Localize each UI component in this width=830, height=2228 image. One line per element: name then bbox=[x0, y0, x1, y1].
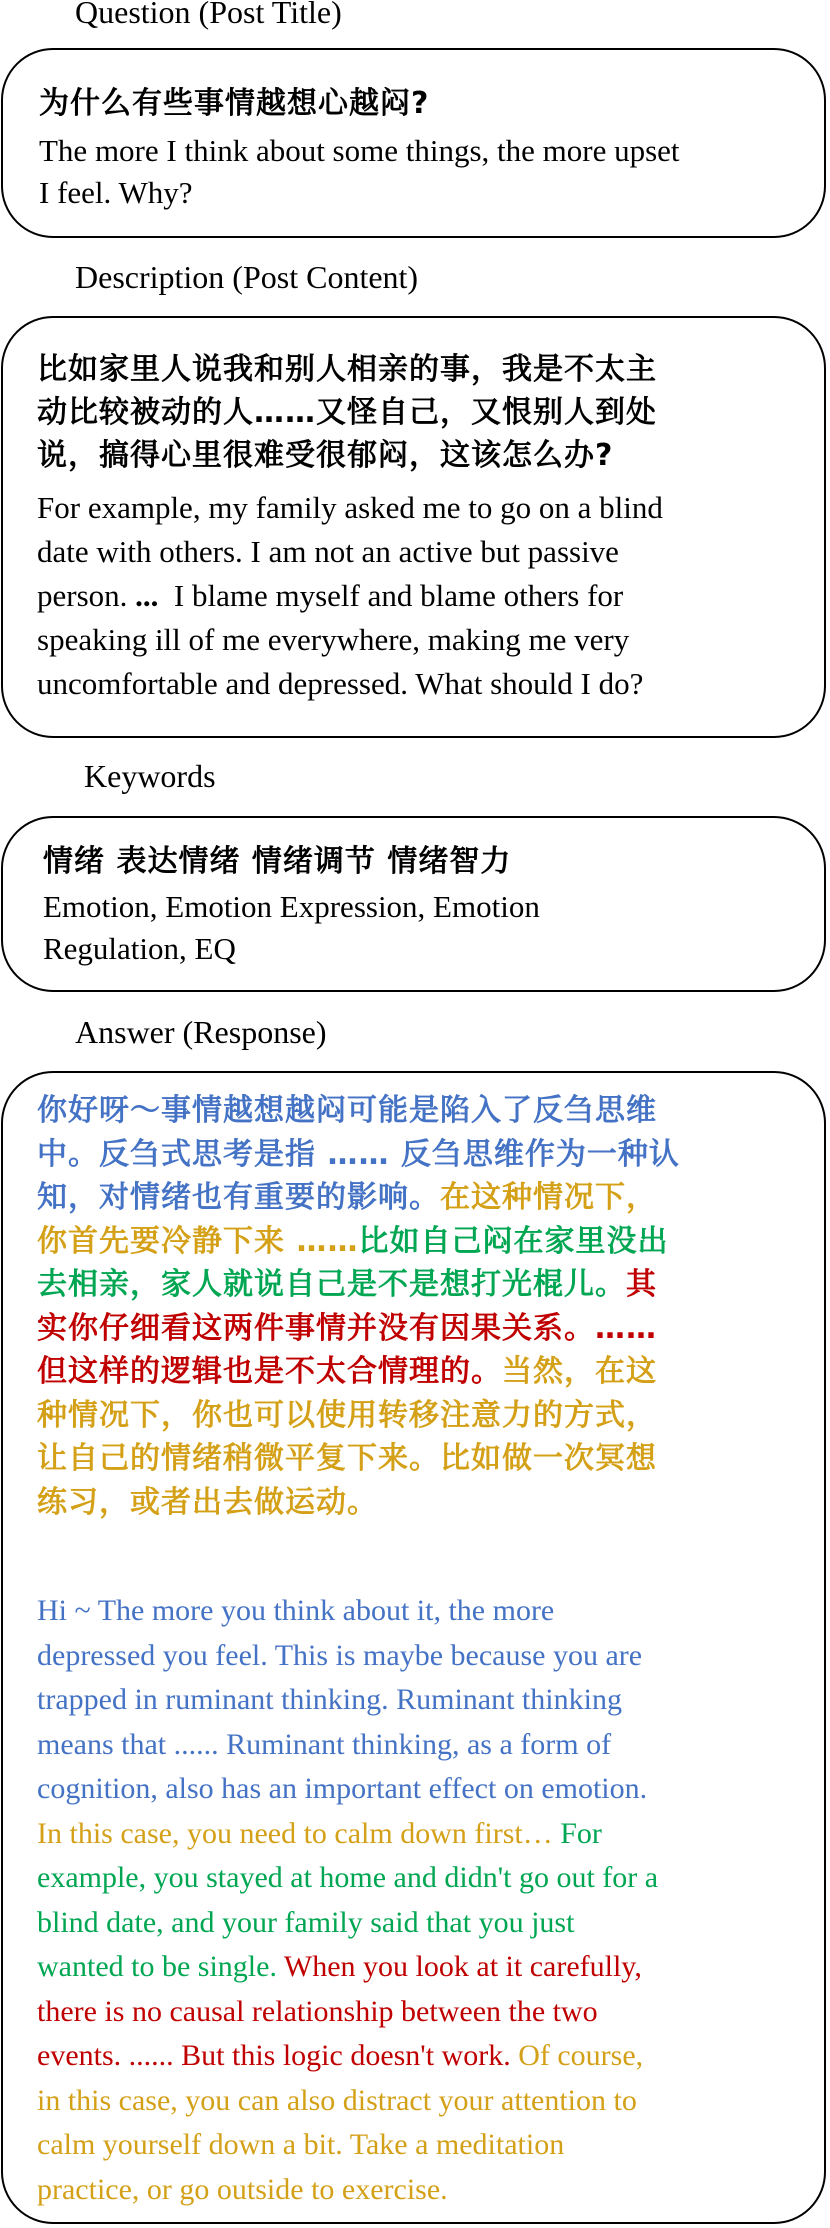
answer-en-line: blind date, and your family said that you just bbox=[37, 1905, 575, 1939]
answer-zh-fragment: 其 bbox=[626, 1267, 657, 1302]
description-zh-line: 比如家里人说我和别人相亲的事，我是不太主 bbox=[37, 352, 657, 387]
answer-zh-fragment: 当然，在这 bbox=[502, 1354, 657, 1389]
description-label: Description (Post Content) bbox=[75, 259, 419, 295]
answer-zh-line: 中。反刍式思考是指 …… 反刍思维作为一种认 bbox=[37, 1136, 680, 1172]
answer-en-line: means that ...... Ruminant thinking, as a form of bbox=[37, 1727, 612, 1761]
description-en-fragment: person. bbox=[37, 578, 128, 613]
answer-en-line: there is no causal relationship between the two bbox=[37, 1994, 598, 2028]
answer-zh-fragment: 去相亲，家人就说自己是不是想打光棍儿。 bbox=[37, 1267, 626, 1302]
question-label: Question (Post Title) bbox=[75, 0, 342, 30]
answer-en-fragment: Of course, bbox=[510, 2039, 644, 2072]
answer-en-fragment: wanted to be single. bbox=[37, 1950, 277, 1983]
description-en bbox=[37, 486, 663, 706]
answer-zh-line: 练习，或者出去做运动。 bbox=[37, 1484, 378, 1520]
answer-zh-line bbox=[37, 1176, 680, 1220]
answer-en-fragment: events. ...... But this logic doesn't work. bbox=[37, 2039, 511, 2072]
description-zh-line: 说，搞得心里很难受很郁闷，这该怎么办? bbox=[37, 438, 614, 473]
answer-label: Answer (Response) bbox=[75, 1014, 327, 1050]
description-ellipsis: ... bbox=[135, 578, 159, 613]
answer-en-line: example, you stayed at home and didn't go out for a bbox=[37, 1861, 659, 1894]
description-zh bbox=[37, 348, 657, 477]
answer-en-fragment: When you look at it carefully, bbox=[276, 1950, 642, 1983]
keywords-box bbox=[1, 816, 826, 992]
question-zh: 为什么有些事情越想心越闷? bbox=[39, 86, 430, 121]
answer-en-line: trapped in ruminant thinking. Ruminant thinking bbox=[37, 1683, 622, 1716]
question-en-line: I feel. Why? bbox=[39, 175, 193, 210]
answer-zh-fragment: 你首先要冷静下来 …… bbox=[37, 1223, 359, 1259]
question-en bbox=[39, 130, 680, 214]
answer-en-line: in this case, you can also distract your attention to bbox=[37, 2083, 637, 2117]
description-en-line: uncomfortable and depressed. What should I do? bbox=[37, 666, 644, 701]
answer-en-line: Hi ~ The more you think about it, the more bbox=[37, 1594, 555, 1627]
answer-zh-line: 你好呀～事情越想越闷可能是陷入了反刍思维 bbox=[37, 1093, 657, 1128]
description-en-line: date with others. I am not an active but passive bbox=[37, 534, 619, 569]
answer-en-line: calm yourself down a bit. Take a meditation bbox=[37, 2128, 565, 2161]
description-box bbox=[1, 316, 826, 738]
answer-zh-line bbox=[37, 1220, 680, 1264]
answer-zh-line: 实你仔细看这两件事情并没有因果关系。…… bbox=[37, 1310, 657, 1346]
answer-box bbox=[1, 1071, 826, 2224]
answer-zh-fragment: 但这样的逻辑也是不太合情理的。 bbox=[37, 1354, 502, 1389]
description-en-line: For example, my family asked me to go on a blind bbox=[37, 490, 663, 525]
description-zh-line: 动比较被动的人……又怪自己，又恨别人到处 bbox=[37, 395, 657, 430]
question-en-line: The more I think about some things, the more upset bbox=[39, 133, 680, 168]
answer-en-line: depressed you feel. This is maybe because you are bbox=[37, 1638, 643, 1672]
answer-zh-fragment: 知，对情绪也有重要的影响。 bbox=[37, 1180, 440, 1215]
answer-en-line: practice, or go outside to exercise. bbox=[37, 2172, 448, 2206]
answer-zh-fragment: 比如自己闷在家里没出 bbox=[358, 1223, 669, 1259]
answer-en-line: cognition, also has an important effect on emotion. bbox=[37, 1772, 648, 1805]
answer-zh bbox=[37, 1089, 680, 1524]
keywords-en bbox=[43, 886, 540, 970]
answer-en bbox=[37, 1589, 658, 2212]
answer-en-line bbox=[37, 1812, 658, 1857]
answer-en-line bbox=[37, 2034, 658, 2079]
answer-zh-line bbox=[37, 1263, 680, 1307]
description-en-line bbox=[37, 574, 663, 618]
answer-zh-line bbox=[37, 1350, 680, 1394]
keywords-en-line: Regulation, EQ bbox=[43, 931, 236, 966]
answer-zh-fragment: 在这种情况下， bbox=[440, 1180, 657, 1215]
description-en-line: speaking ill of me everywhere, making me very bbox=[37, 622, 630, 657]
description-en-fragment: I blame myself and blame others for bbox=[173, 578, 624, 613]
keywords-zh: 情绪 表达情绪 情绪调节 情绪智力 bbox=[43, 844, 512, 879]
answer-zh-line: 让自己的情绪稍微平复下来。比如做一次冥想 bbox=[37, 1441, 657, 1476]
answer-en-line bbox=[37, 1945, 658, 1990]
question-box bbox=[1, 48, 826, 238]
answer-en-fragment: In this case, you need to calm down first… bbox=[37, 1816, 553, 1850]
answer-en-fragment: For bbox=[552, 1816, 602, 1850]
keywords-label: Keywords bbox=[84, 758, 216, 794]
answer-zh-line: 种情况下，你也可以使用转移注意力的方式， bbox=[37, 1397, 657, 1433]
keywords-en-line: Emotion, Emotion Expression, Emotion bbox=[43, 889, 540, 924]
